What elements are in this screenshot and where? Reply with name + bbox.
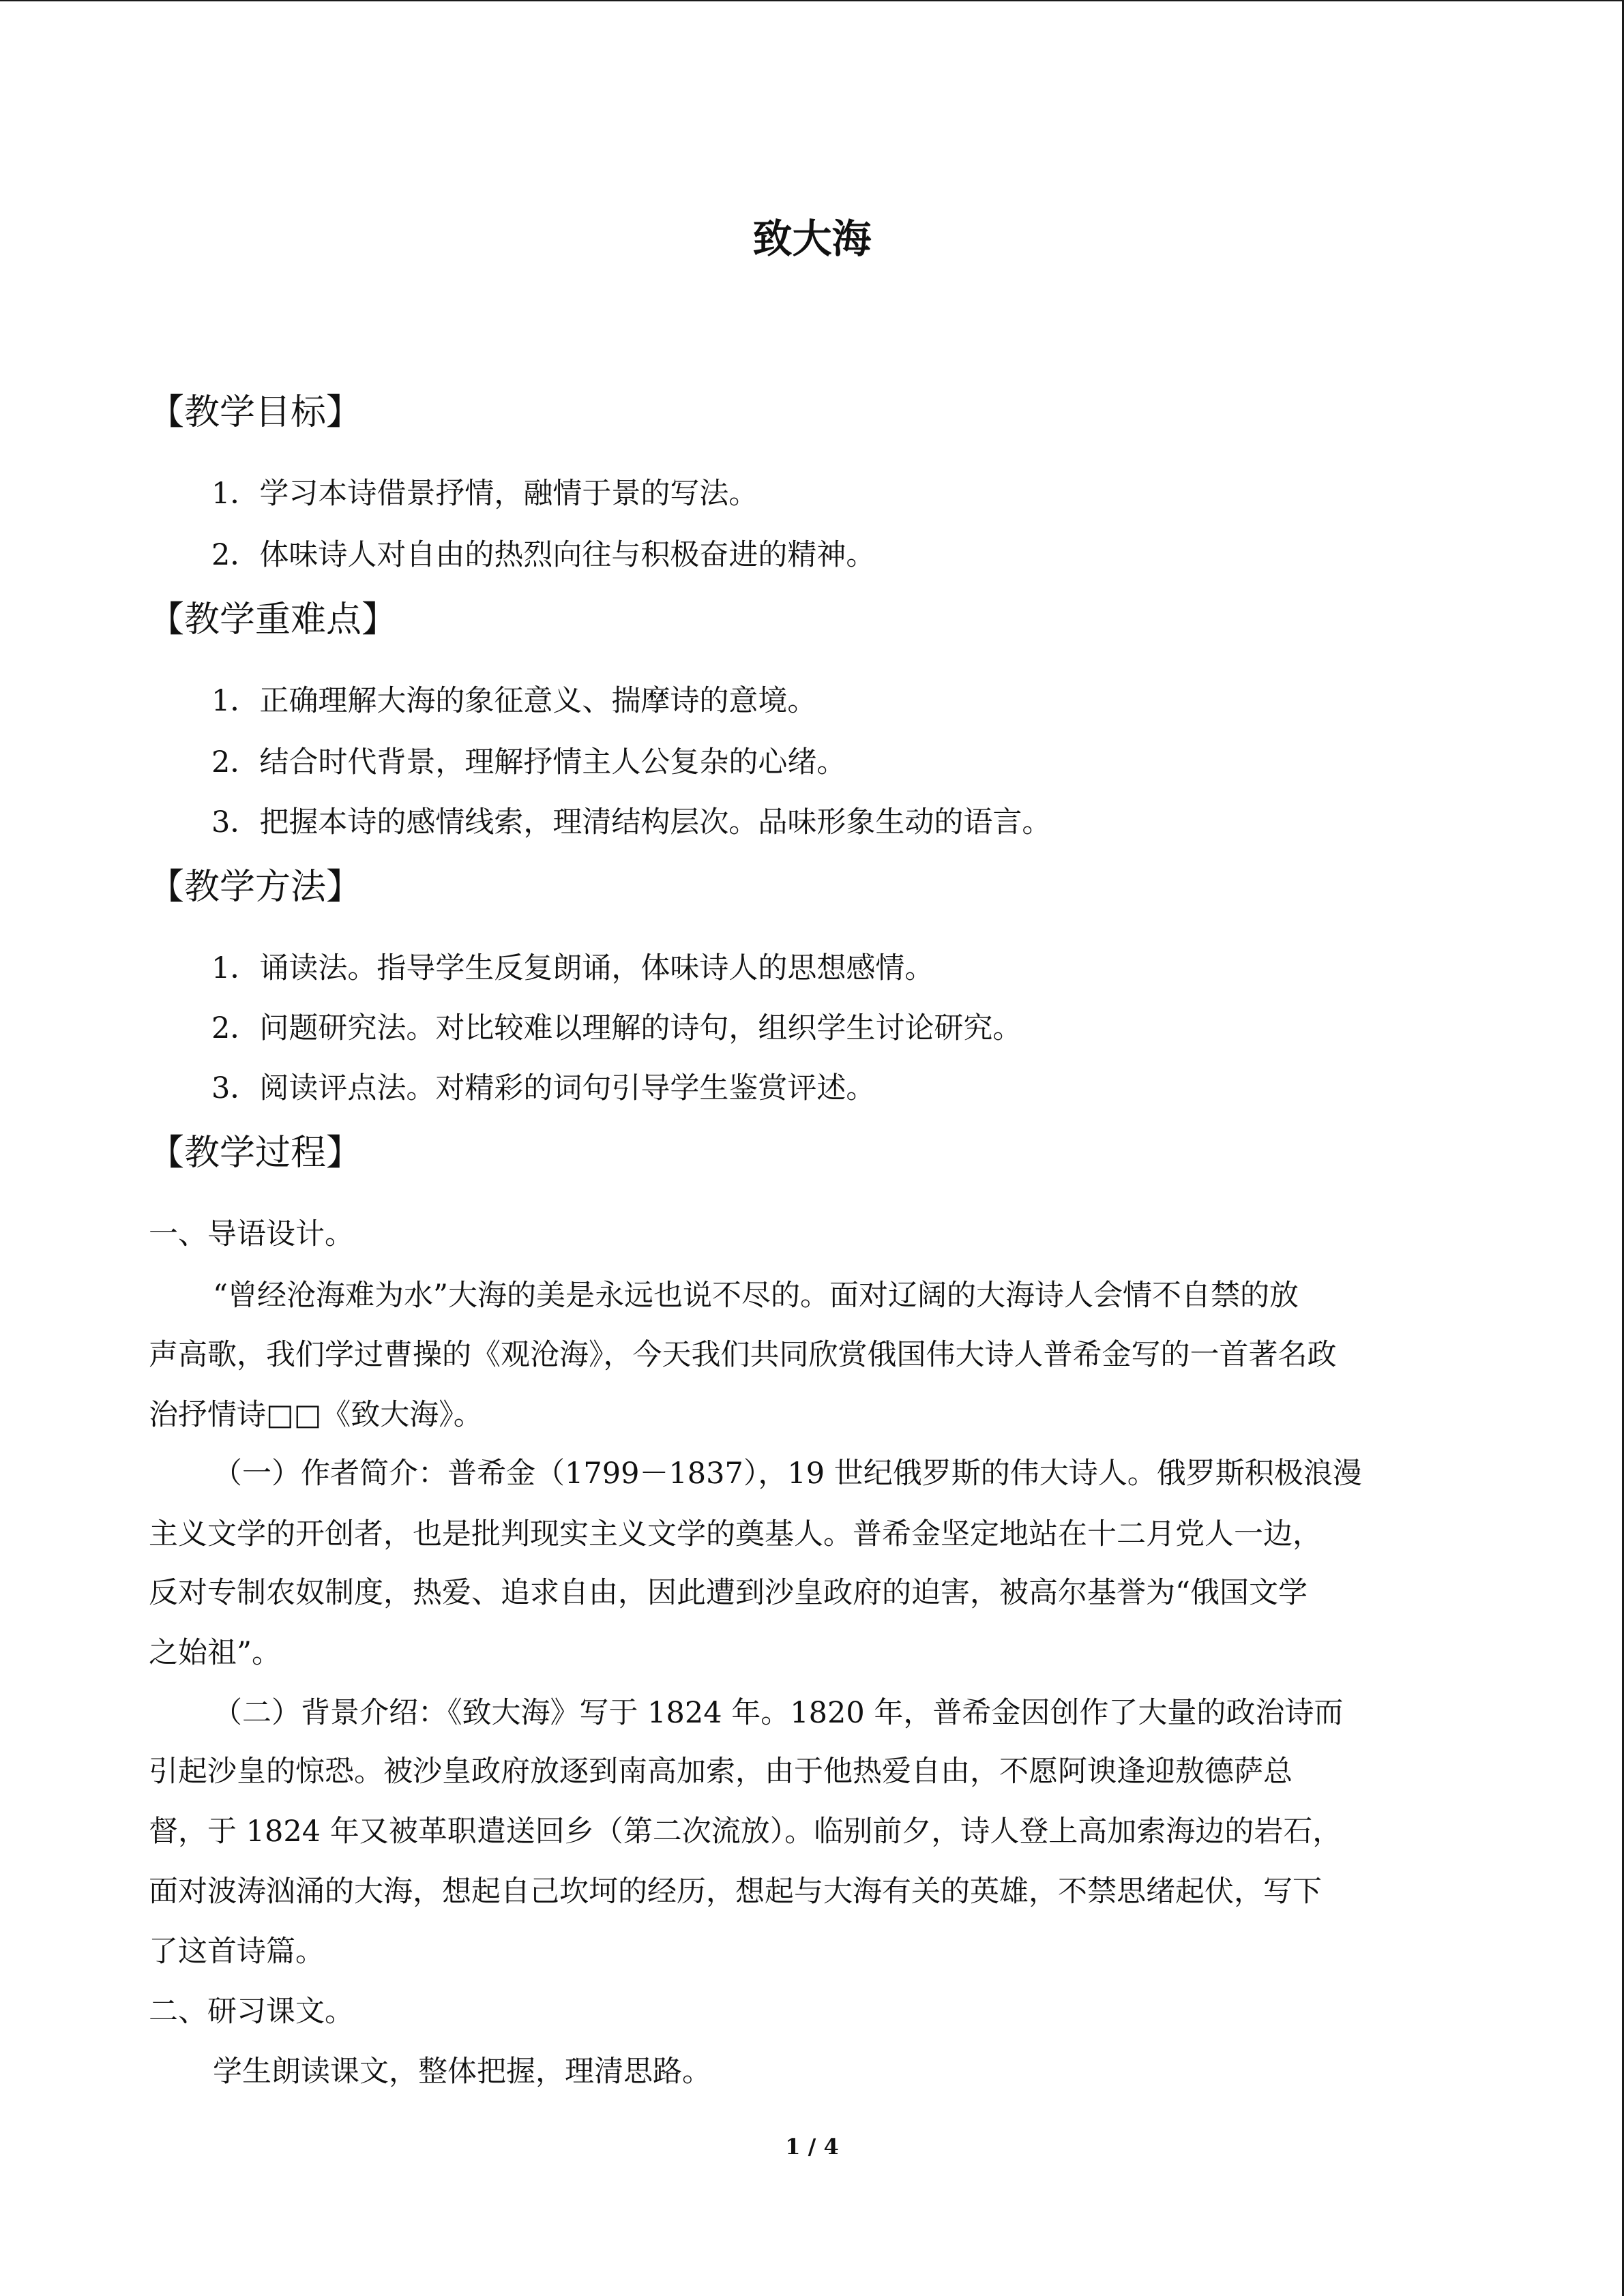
key-point-item: 3．把握本诗的感情线索，理清结构层次。品味形象生动的语言。 bbox=[211, 805, 1052, 839]
process-paragraph-line: 面对波涛汹涌的大海，想起自己坎坷的经历，想起与大海有关的英雄，不禁思绪起伏，写下 bbox=[149, 1875, 1322, 1909]
page-number: 1 / 4 bbox=[785, 2134, 839, 2160]
section-heading-process: 【教学过程】 bbox=[149, 1133, 362, 1174]
process-paragraph-line: （二）背景介绍：《致大海》写于 1824 年。1820 年，普希金因创作了大量的政治诗而 bbox=[213, 1696, 1344, 1730]
process-paragraph-line: （一）作者简介：普希金（1799－1837），19 世纪俄罗斯的伟大诗人。俄罗斯积极浪漫 bbox=[213, 1457, 1362, 1491]
goal-item: 2．体味诗人对自由的热烈向往与积极奋进的精神。 bbox=[211, 538, 876, 572]
goal-item: 1．学习本诗借景抒情，融情于景的写法。 bbox=[211, 477, 758, 511]
section-heading-methods: 【教学方法】 bbox=[149, 867, 362, 908]
method-item: 2．问题研究法。对比较难以理解的诗句，组织学生讨论研究。 bbox=[211, 1011, 1022, 1045]
process-paragraph-line: “曾经沧海难为水”大海的美是永远也说不尽的。面对辽阔的大海诗人会情不自禁的放 bbox=[213, 1279, 1299, 1313]
process-subheading: 一、导语设计。 bbox=[149, 1217, 354, 1251]
section-heading-goals: 【教学目标】 bbox=[149, 392, 362, 433]
method-item: 3．阅读评点法。对精彩的词句引导学生鉴赏评述。 bbox=[211, 1071, 876, 1105]
section-heading-key-points: 【教学重难点】 bbox=[149, 599, 398, 640]
process-paragraph-line: 治抒情诗□□《致大海》。 bbox=[149, 1398, 483, 1432]
key-point-item: 1．正确理解大海的象征意义、揣摩诗的意境。 bbox=[211, 684, 817, 718]
method-item: 1．诵读法。指导学生反复朗诵，体味诗人的思想感情。 bbox=[211, 951, 934, 985]
process-subheading: 二、研习课文。 bbox=[149, 1995, 354, 2029]
page-title: 致大海 bbox=[752, 215, 872, 262]
process-paragraph-line: 引起沙皇的惊恐。被沙皇政府放逐到南高加索，由于他热爱自由，不愿阿谀逢迎敖德萨总 bbox=[149, 1755, 1293, 1789]
process-paragraph-line: 之始祖”。 bbox=[149, 1636, 281, 1670]
process-paragraph-line: 督，于 1824 年又被革职遣送回乡（第二次流放）。临别前夕，诗人登上高加索海边的岩石， bbox=[149, 1815, 1342, 1849]
process-paragraph-line: 反对专制农奴制度，热爱、追求自由，因此遭到沙皇政府的迫害，被高尔基誉为“俄国文学 bbox=[149, 1576, 1308, 1610]
process-paragraph-line: 主义文学的开创者，也是批判现实主义文学的奠基人。普希金坚定地站在十二月党人一边， bbox=[149, 1517, 1322, 1551]
process-paragraph-line: 了这首诗篇。 bbox=[149, 1935, 325, 1969]
process-paragraph-line: 学生朗读课文，整体把握，理清思路。 bbox=[213, 2055, 711, 2089]
page-border-top bbox=[0, 0, 1624, 1]
process-paragraph-line: 声高歌，我们学过曹操的《观沧海》，今天我们共同欣赏俄国伟大诗人普希金写的一首著名政 bbox=[149, 1338, 1337, 1372]
key-point-item: 2．结合时代背景，理解抒情主人公复杂的心绪。 bbox=[211, 745, 846, 779]
